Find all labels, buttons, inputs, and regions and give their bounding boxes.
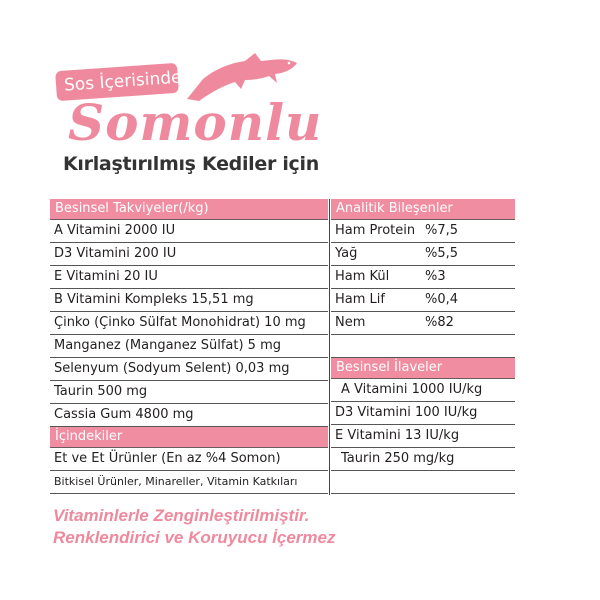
- left-column: [50, 199, 328, 494]
- analytic-row: [331, 266, 515, 289]
- right-column: [331, 199, 515, 494]
- supplement-row: Cassia Gum 4800 mg: [50, 404, 328, 427]
- analytic-value: %0,4: [425, 292, 459, 307]
- analytic-value: %7,5: [425, 223, 459, 238]
- supplements-header: Besinsel Takviyeler(/kg): [50, 199, 328, 220]
- analytics-header: Analitik Bileşenler: [331, 199, 515, 220]
- analytic-name: Ham Protein: [335, 223, 416, 238]
- analytic-value: %82: [425, 315, 454, 330]
- ingredient-row: Et ve Et Ürünler (En az %4 Somon): [50, 448, 328, 471]
- supplement-row: A Vitamini 2000 IU: [50, 220, 328, 243]
- supplement-row: E Vitamini 20 IU: [50, 266, 328, 289]
- footer-line-2: Renklendirici ve Koruyucu İçermez: [53, 528, 336, 547]
- additives-header: Besinsel İlaveler: [331, 358, 515, 379]
- column-divider: [329, 199, 330, 495]
- additive-row: A Vitamini 1000 IU/kg: [331, 379, 515, 402]
- analytic-row: [331, 289, 515, 312]
- analytic-name: Yağ: [335, 246, 358, 261]
- ingredient-row: Bitkisel Ürünler, Minareller, Vitamin Katkıları: [50, 471, 328, 494]
- empty-row: [331, 335, 515, 358]
- analytic-value: %5,5: [425, 246, 459, 261]
- supplement-row: Taurin 500 mg: [50, 381, 328, 404]
- product-subtitle: Kırlaştırılmış Kediler için: [63, 153, 319, 175]
- analytic-row: [331, 243, 515, 266]
- analytic-value: %3: [425, 269, 446, 284]
- supplement-row: Selenyum (Sodyum Selent) 0,03 mg: [50, 358, 328, 381]
- empty-row: [331, 471, 515, 494]
- footer-claims: [53, 505, 336, 549]
- logo-script-title: Somonlu: [68, 93, 323, 152]
- ingredients-header: İçindekiler: [50, 427, 328, 448]
- analytic-name: Ham Lif: [335, 292, 385, 307]
- additive-row: Taurin 250 mg/kg: [331, 448, 515, 471]
- supplement-row: Çinko (Çinko Sülfat Monohidrat) 10 mg: [50, 312, 328, 335]
- analytic-name: Ham Kül: [335, 269, 390, 284]
- additive-row: E Vitamini 13 IU/kg: [331, 425, 515, 448]
- analytic-name: Nem: [335, 315, 366, 330]
- logo-badge-text: Sos İçerisinde: [63, 67, 183, 96]
- footer-line-1: Vitaminlerle Zenginleştirilmiştir.: [53, 506, 310, 525]
- supplement-row: Manganez (Manganez Sülfat) 5 mg: [50, 335, 328, 358]
- supplement-row: D3 Vitamini 200 IU: [50, 243, 328, 266]
- additive-row: D3 Vitamini 100 IU/kg: [331, 402, 515, 425]
- supplement-row: B Vitamini Kompleks 15,51 mg: [50, 289, 328, 312]
- product-logo: [50, 55, 323, 152]
- analytic-row: [331, 220, 515, 243]
- analytic-row: [331, 312, 515, 335]
